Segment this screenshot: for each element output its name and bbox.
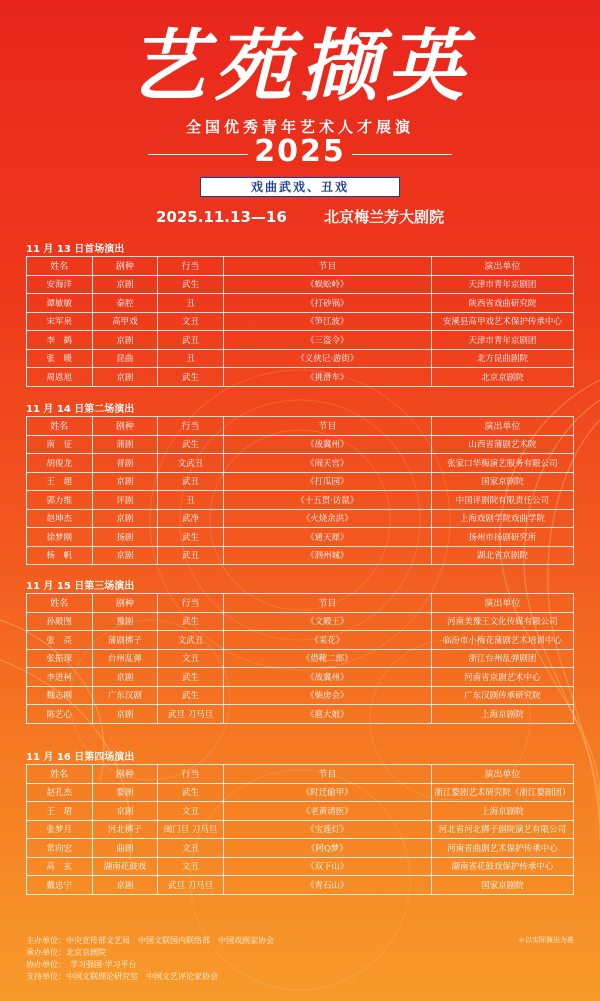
table-cell: 京剧 <box>92 876 158 895</box>
table-cell: 《打砂锅》 <box>223 294 431 313</box>
column-header: 节目 <box>223 417 431 436</box>
event-year: 2025 <box>254 134 346 169</box>
table-cell: 扬剧 <box>92 528 158 547</box>
table-cell: 湖北省京剧院 <box>431 546 573 565</box>
table-cell: 徐梦刚 <box>27 528 93 547</box>
table-cell: 《义侠记·游街》 <box>223 349 431 368</box>
table-cell: 京剧 <box>92 802 158 821</box>
footer-line: 协办单位： 学习强国·学习平台 <box>26 960 137 969</box>
table-cell: 《闹天宫》 <box>223 454 431 473</box>
table-cell: 天津市青年京剧团 <box>431 275 573 294</box>
event-subtitle: 全国优秀青年艺术人才展演 <box>185 118 414 136</box>
schedule-table <box>26 593 574 724</box>
table-cell: 浙江台州乱弹剧团 <box>431 649 573 668</box>
table-cell: 宋军泉 <box>27 312 93 331</box>
table-cell: 武生 <box>158 435 224 454</box>
date-venue-line <box>0 206 600 227</box>
table-cell: 国家京剧院 <box>431 876 573 895</box>
table-cell: 武丑 <box>158 331 224 350</box>
event-date: 2025.11.13—16 <box>155 208 287 226</box>
table-cell: 闺门旦 刀马旦 <box>158 820 224 839</box>
table-cell: 陈艺心 <box>27 705 93 724</box>
table-cell: 湖南省花鼓戏保护传承中心 <box>431 857 573 876</box>
table-cell: 曲剧 <box>92 839 158 858</box>
table-cell: 《笋江波》 <box>223 312 431 331</box>
schedule-table <box>26 764 574 895</box>
table-cell: 河南省京剧艺术中心 <box>431 668 573 687</box>
table-row <box>27 802 574 821</box>
table-cell: 河南省曲剧艺术保护传承中心 <box>431 839 573 858</box>
table-row <box>27 668 574 687</box>
section-title: 11 月 13 日首场演出 <box>26 244 125 255</box>
category-badge: 戏曲武戏、丑戏 <box>200 177 400 197</box>
column-header: 姓名 <box>27 417 93 436</box>
table-row <box>27 349 574 368</box>
table-cell: 南 征 <box>27 435 93 454</box>
table-cell: 陕西省戏曲研究院 <box>431 294 573 313</box>
table-header-row <box>27 594 574 613</box>
table-cell: 《老黄请医》 <box>223 802 431 821</box>
event-venue: 北京梅兰芳大剧院 <box>324 208 445 226</box>
table-cell: 北京京剧院 <box>431 368 573 387</box>
table-cell: 《阿Q梦》 <box>223 839 431 858</box>
column-header: 演出单位 <box>431 417 573 436</box>
table-cell: 京剧 <box>92 668 158 687</box>
table-cell: 武生 <box>158 368 224 387</box>
table-cell: 文武丑 <box>158 454 224 473</box>
table-cell: 常向宏 <box>27 839 93 858</box>
table-cell: 文丑 <box>158 857 224 876</box>
column-header: 剧种 <box>92 594 158 613</box>
table-cell: 王 珺 <box>27 802 93 821</box>
table-cell: 安溪县高甲戏艺术保护传承中心 <box>431 312 573 331</box>
table-cell: 武生 <box>158 528 224 547</box>
table-cell: 《十五贯·访鼠》 <box>223 491 431 510</box>
table-cell: 上海京剧院 <box>431 802 573 821</box>
table-cell: 赵坤杰 <box>27 509 93 528</box>
column-header: 姓名 <box>27 257 93 276</box>
table-cell: 中国评剧院有限责任公司 <box>431 491 573 510</box>
table-cell: 高 玄 <box>27 857 93 876</box>
table-cell: 《战冀州》 <box>223 668 431 687</box>
table-cell: 张梦月 <box>27 820 93 839</box>
table-cell: 《泗州城》 <box>223 546 431 565</box>
schedule-table <box>26 256 574 387</box>
table-cell: 张 亮 <box>27 631 93 650</box>
column-header: 演出单位 <box>431 765 573 784</box>
table-row <box>27 294 574 313</box>
table-cell: 安海洋 <box>27 275 93 294</box>
table-row <box>27 312 574 331</box>
footer-line: 支持单位：中国文联理论研究室 中国文艺评论家协会 <box>26 972 218 981</box>
table-cell: 京剧 <box>92 546 158 565</box>
column-header: 节目 <box>223 257 431 276</box>
table-cell: 临汾市小梅花蒲剧艺术培训中心 <box>431 631 573 650</box>
table-cell: 文丑 <box>158 649 224 668</box>
table-row <box>27 631 574 650</box>
table-cell: 魏志刚 <box>27 686 93 705</box>
table-cell: 丑 <box>158 349 224 368</box>
table-row <box>27 509 574 528</box>
table-cell: 谭敏敏 <box>27 294 93 313</box>
table-cell: 上海戏剧学院戏曲学院 <box>431 509 573 528</box>
column-header: 行当 <box>158 594 224 613</box>
schedule-table <box>26 416 574 565</box>
table-cell: 文武丑 <box>158 631 224 650</box>
table-cell: 婺剧 <box>92 783 158 802</box>
table-cell: 赵孔杰 <box>27 783 93 802</box>
table-row <box>27 612 574 631</box>
column-header: 节目 <box>223 594 431 613</box>
column-header: 姓名 <box>27 765 93 784</box>
section-title: 11 月 14 日第二场演出 <box>26 404 135 415</box>
table-row <box>27 783 574 802</box>
table-cell: 《柴房会》 <box>223 686 431 705</box>
table-cell: 戴忠宁 <box>27 876 93 895</box>
footer-line: 主办单位：中央宣传部文艺局 中国文联国内联络部 中国戏剧家协会 <box>26 936 274 945</box>
table-cell: 上海京剧院 <box>431 705 573 724</box>
table-header-row <box>27 257 574 276</box>
column-header: 演出单位 <box>431 594 573 613</box>
table-row <box>27 705 574 724</box>
column-header: 演出单位 <box>431 257 573 276</box>
table-cell: 《时迁偷甲》 <box>223 783 431 802</box>
table-cell: 《打瓜园》 <box>223 472 431 491</box>
table-cell: 高甲戏 <box>92 312 158 331</box>
column-header: 节目 <box>223 765 431 784</box>
table-cell: 北方昆曲剧院 <box>431 349 573 368</box>
table-cell: 秦腔 <box>92 294 158 313</box>
footer-line: 承办单位：北京京剧院 <box>26 948 106 957</box>
footer-note: ＊以实际演出为准 <box>518 936 574 944</box>
table-row <box>27 435 574 454</box>
table-row <box>27 546 574 565</box>
section-title: 11 月 15 日第三场演出 <box>26 581 135 592</box>
table-cell: 武丑 <box>158 472 224 491</box>
table-cell: 河北梆子 <box>92 820 158 839</box>
table-cell: 李 鹤 <box>27 331 93 350</box>
column-header: 剧种 <box>92 765 158 784</box>
table-cell: 《通天犀》 <box>223 528 431 547</box>
table-cell: 《火烧余洪》 <box>223 509 431 528</box>
table-row <box>27 368 574 387</box>
event-title: 艺苑撷英 <box>127 21 472 112</box>
table-cell: 《蜈蚣岭》 <box>223 275 431 294</box>
table-cell: 山西省蒲剧艺术院 <box>431 435 573 454</box>
table-cell: 张 暖 <box>27 349 93 368</box>
table-cell: 武生 <box>158 783 224 802</box>
footer-credits <box>26 935 274 983</box>
table-cell: 丑 <box>158 294 224 313</box>
table-cell: 胡俊龙 <box>27 454 93 473</box>
table-header-row <box>27 765 574 784</box>
table-row <box>27 820 574 839</box>
column-header: 姓名 <box>27 594 93 613</box>
table-cell: 武生 <box>158 668 224 687</box>
table-row <box>27 857 574 876</box>
table-cell: 豫剧 <box>92 612 158 631</box>
table-row <box>27 331 574 350</box>
section-title: 11 月 16 日第四场演出 <box>26 752 135 763</box>
table-cell: 《青石山》 <box>223 876 431 895</box>
column-header: 行当 <box>158 765 224 784</box>
table-row <box>27 528 574 547</box>
table-cell: 王 超 <box>27 472 93 491</box>
table-cell: 京剧 <box>92 509 158 528</box>
column-header: 剧种 <box>92 417 158 436</box>
table-cell: 《三盗令》 <box>223 331 431 350</box>
table-row <box>27 649 574 668</box>
table-row <box>27 454 574 473</box>
table-cell: 武生 <box>158 275 224 294</box>
table-cell: 《宝莲灯》 <box>223 820 431 839</box>
table-cell: 文丑 <box>158 802 224 821</box>
table-row <box>27 472 574 491</box>
table-cell: 晋剧 <box>92 454 158 473</box>
column-header: 剧种 <box>92 257 158 276</box>
divider-right <box>352 154 452 155</box>
table-cell: 武净 <box>158 509 224 528</box>
table-cell: 河南美豫王文化传媒有限公司 <box>431 612 573 631</box>
table-cell: 杨 帆 <box>27 546 93 565</box>
table-cell: 郭力维 <box>27 491 93 510</box>
table-cell: 《双下山》 <box>223 857 431 876</box>
table-cell: 京剧 <box>92 275 158 294</box>
table-cell: 武丑 <box>158 546 224 565</box>
table-cell: 武旦 刀马旦 <box>158 705 224 724</box>
table-cell: 丑 <box>158 491 224 510</box>
table-cell: 湖南花鼓戏 <box>92 857 158 876</box>
table-row <box>27 686 574 705</box>
table-cell: 《采花》 <box>223 631 431 650</box>
table-cell: 广东汉剧 <box>92 686 158 705</box>
table-cell: 武生 <box>158 686 224 705</box>
table-cell: 《文殿王》 <box>223 612 431 631</box>
table-cell: 京剧 <box>92 368 158 387</box>
table-header-row <box>27 417 574 436</box>
table-cell: 国家京剧院 <box>431 472 573 491</box>
table-cell: 天津市青年京剧团 <box>431 331 573 350</box>
table-row <box>27 839 574 858</box>
table-cell: 《扈大娘》 <box>223 705 431 724</box>
table-cell: 河北省河北梆子剧院演艺有限公司 <box>431 820 573 839</box>
table-cell: 广东汉剧传承研究院 <box>431 686 573 705</box>
table-cell: 李进柯 <box>27 668 93 687</box>
table-row <box>27 275 574 294</box>
table-cell: 《战冀州》 <box>223 435 431 454</box>
table-cell: 《挑滑车》 <box>223 368 431 387</box>
table-cell: 浙江婺剧艺术研究院（浙江婺剧团） <box>431 783 573 802</box>
table-cell: 京剧 <box>92 331 158 350</box>
table-cell: 台州乱弹 <box>92 649 158 668</box>
table-cell: 蒲剧梆子 <box>92 631 158 650</box>
table-cell: 武生 <box>158 612 224 631</box>
table-cell: 文丑 <box>158 839 224 858</box>
table-row <box>27 876 574 895</box>
table-cell: 张家口华梅演艺服务有限公司 <box>431 454 573 473</box>
table-cell: 蒲剧 <box>92 435 158 454</box>
table-cell: 孙殿图 <box>27 612 93 631</box>
table-cell: 武旦 刀马旦 <box>158 876 224 895</box>
table-cell: 扬州市扬剧研究所 <box>431 528 573 547</box>
table-row <box>27 491 574 510</box>
table-cell: 《借靴二郎》 <box>223 649 431 668</box>
table-cell: 京剧 <box>92 472 158 491</box>
column-header: 行当 <box>158 417 224 436</box>
table-cell: 文丑 <box>158 312 224 331</box>
table-cell: 京剧 <box>92 705 158 724</box>
table-cell: 昆曲 <box>92 349 158 368</box>
table-cell: 周恩旭 <box>27 368 93 387</box>
column-header: 行当 <box>158 257 224 276</box>
table-cell: 评剧 <box>92 491 158 510</box>
table-cell: 张振琛 <box>27 649 93 668</box>
